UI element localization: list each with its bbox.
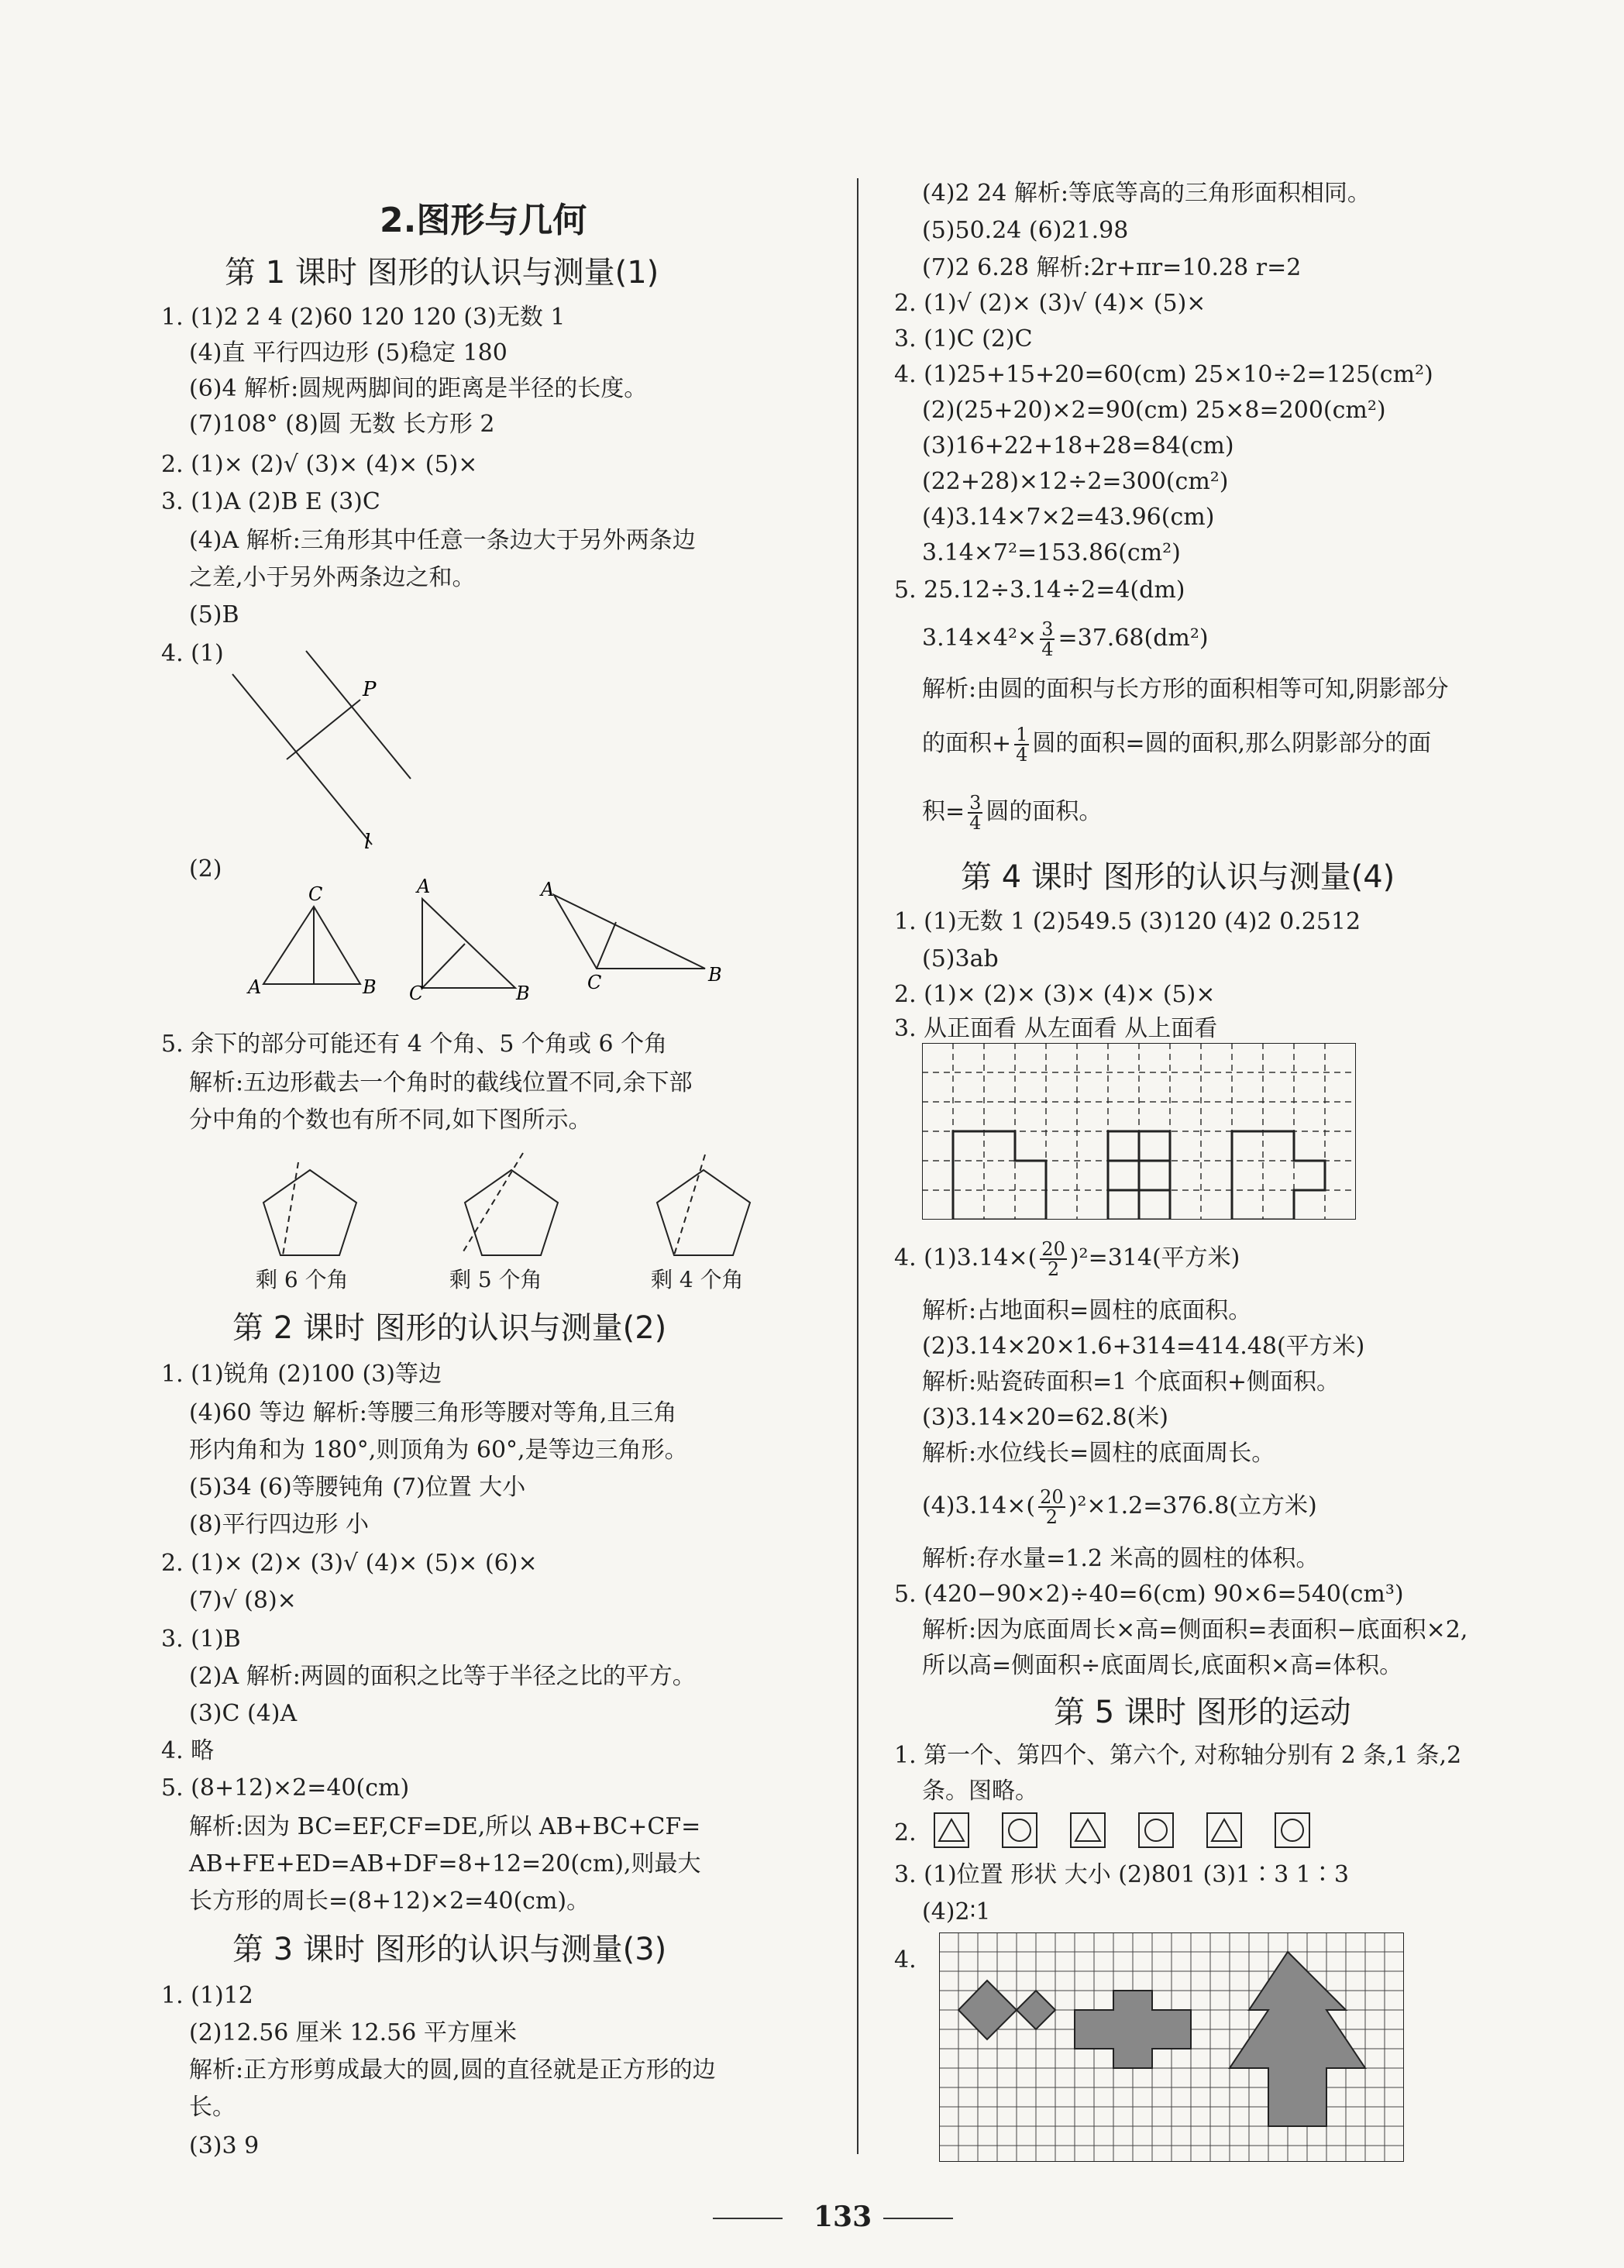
- circle-icon: [1282, 1819, 1303, 1841]
- fraction-num: 20: [1040, 1486, 1064, 1508]
- l4-more: (3)3.14×20=62.8(米): [922, 1404, 1168, 1431]
- l4-q4: [894, 1240, 1240, 1279]
- triangle-icon: [939, 1819, 964, 1841]
- diamond-large: [958, 1981, 1017, 2039]
- fraction-num: 3: [969, 792, 982, 814]
- pentagon-1: [263, 1170, 356, 1255]
- label-c: C: [587, 972, 602, 993]
- tree-shape: [1230, 1952, 1365, 2126]
- l3-right-line: 4. (1)25+15+20=60(cm) 25×10÷2=125(cm²): [894, 361, 1433, 388]
- perpendicular-line: [287, 700, 360, 759]
- triangles-figure: [240, 876, 736, 1007]
- pentagon-2: [465, 1170, 558, 1255]
- l1-line: (5)B: [189, 601, 239, 628]
- l3-line: (3)3 9: [189, 2132, 260, 2160]
- l1-line: 2. (1)× (2)√ (3)× (4)× (5)×: [161, 451, 478, 478]
- l3-line: 解析:正方形剪成最大的圆,圆的直径就是正方形的边: [189, 2056, 716, 2084]
- fraction-num: 3: [1041, 618, 1054, 640]
- circle-icon: [1009, 1819, 1030, 1841]
- fraction-den: 2: [1047, 1258, 1060, 1280]
- l3-right-line: 2. (1)√ (2)× (3)√ (4)× (5)×: [894, 290, 1206, 317]
- cross-shape: [1075, 1991, 1191, 2068]
- l5-q3b: (4)2∶1: [922, 1898, 991, 1926]
- l3-line: 1. (1)12: [161, 1982, 253, 2009]
- l3-exp: [922, 793, 1102, 832]
- label-b: B: [363, 976, 377, 998]
- l3-exp: 解析:由圆的面积与长方形的面积相等可知,阴影部分: [922, 676, 1449, 703]
- l3-right-line: 3.14×7²=153.86(cm²): [922, 539, 1181, 566]
- pentagon-caption: 剩 6 个角: [256, 1267, 349, 1292]
- l1-q5-exp: 分中角的个数也有所不同,如下图所示。: [189, 1106, 592, 1134]
- fraction-den: 2: [1045, 1506, 1058, 1528]
- triangle-icon: [1075, 1819, 1100, 1841]
- l5-line: 条。图略。: [922, 1778, 1038, 1805]
- fraction: [1038, 1488, 1065, 1526]
- l4-tail: 解析:存水量=1.2 米高的圆柱的体积。: [922, 1545, 1320, 1572]
- cut-line-3: [674, 1155, 705, 1255]
- fraction-den: 4: [969, 812, 982, 834]
- l2-line: 形内角和为 180°,则顶角为 60°,是等边三角形。: [189, 1437, 688, 1464]
- box-circle: [1003, 1813, 1037, 1847]
- fraction: [968, 793, 982, 832]
- label-c: C: [409, 983, 424, 1004]
- pentagon-caption: 剩 5 个角: [449, 1267, 542, 1292]
- l2-line: (5)34 (6)等腰钝角 (7)位置 大小: [189, 1474, 526, 1501]
- l2-line: 4. 略: [161, 1737, 215, 1764]
- l3-exp: [922, 725, 1431, 764]
- parallel-line: [306, 651, 411, 779]
- box-circle: [1139, 1813, 1173, 1847]
- l4-line: 3. 从正面看 从左面看 从上面看: [894, 1015, 1218, 1042]
- circle-icon: [1145, 1819, 1167, 1841]
- l1-line: 3. (1)A (2)B E (3)C: [161, 488, 380, 515]
- pentagons-figure: [256, 1139, 767, 1279]
- l5-line: 2.: [894, 1819, 917, 1846]
- l1-line: 4. (1): [161, 640, 224, 667]
- l4-more: 解析:水位线长=圆柱的底面周长。: [922, 1440, 1275, 1467]
- l2-line: 长方形的周长=(8+12)×2=40(cm)。: [189, 1888, 590, 1915]
- l1-line: 之差,小于另外两条边之和。: [189, 564, 476, 591]
- l2-line: 1. (1)锐角 (2)100 (3)等边: [161, 1361, 442, 1388]
- l1-q5-exp: 解析:五边形截去一个角时的截线位置不同,余下部: [189, 1069, 693, 1096]
- label-a: A: [248, 976, 262, 998]
- l5-line: 1. 第一个、第四个、第六个, 对称轴分别有 2 条,1 条,2: [894, 1742, 1462, 1769]
- l2-line: (8)平行四边形 小: [189, 1511, 370, 1538]
- l4-tail: 解析:因为底面周长×高=侧面积=表面积−底面积×2,: [922, 1616, 1468, 1643]
- section-title: 2.图形与几何: [380, 201, 587, 240]
- l1-line: (4)A 解析:三角形其中任意一条边大于另外两条边: [189, 527, 696, 554]
- column-divider: [857, 178, 858, 2154]
- fraction-den: 4: [1041, 638, 1054, 660]
- lesson1-title: 第 1 课时 图形的认识与测量(1): [225, 255, 659, 291]
- triangle-icon: [1212, 1819, 1237, 1841]
- altitude-2: [422, 944, 465, 988]
- diamond-small: [1017, 1991, 1055, 2029]
- exp-part: 的面积+: [922, 730, 1012, 757]
- l2-line: 5. (8+12)×2=40(cm): [161, 1774, 410, 1802]
- l3-q5-formula: [922, 620, 1209, 659]
- l4-more: (2)3.14×20×1.6+314=414.48(平方米): [922, 1333, 1365, 1360]
- l1-line: (4)直 平行四边形 (5)稳定 180: [189, 339, 508, 367]
- fraction: [1014, 725, 1029, 764]
- l4-line: 2. (1)× (2)× (3)× (4)× (5)×: [894, 981, 1216, 1008]
- l3-right-line: (3)16+22+18+28=84(cm): [922, 432, 1234, 459]
- l2-line: (7)√ (8)×: [189, 1587, 297, 1614]
- lesson4-title: 第 4 课时 图形的认识与测量(4): [961, 859, 1395, 895]
- l4-tail: 5. (420−90×2)÷40=6(cm) 90×6=540(cm³): [894, 1581, 1404, 1608]
- fraction-num: 20: [1041, 1238, 1065, 1260]
- q4-shapes-grid: [939, 1932, 1404, 2162]
- box-circle: [1275, 1813, 1309, 1847]
- triangle-1: [263, 907, 360, 984]
- l2-line: 3. (1)B: [161, 1626, 241, 1653]
- l2-line: 解析:因为 BC=EF,CF=DE,所以 AB+BC+CF=: [189, 1813, 701, 1840]
- formula-part: =37.68(dm²): [1058, 625, 1209, 652]
- page-number-dash-right: [883, 2218, 953, 2219]
- fraction: [1040, 620, 1055, 659]
- fraction: [1040, 1240, 1067, 1279]
- l3-right-line: (2)(25+20)×2=90(cm) 25×8=200(cm²): [922, 397, 1386, 424]
- l3-line: (2)12.56 厘米 12.56 平方厘米: [189, 2019, 517, 2046]
- left-view: [1108, 1131, 1170, 1220]
- l3-right-line: 5. 25.12÷3.14÷2=4(dm): [894, 576, 1185, 604]
- l2-line: (3)C (4)A: [189, 1700, 298, 1727]
- l5-q4: 4.: [894, 1946, 917, 1974]
- l3-right-line: (22+28)×12÷2=300(cm²): [922, 468, 1229, 495]
- pentagon-3: [657, 1170, 750, 1255]
- exp-part: 圆的面积。: [986, 798, 1103, 825]
- label-l: l: [364, 831, 371, 852]
- formula-part: 3.14×4²×: [922, 625, 1037, 652]
- label-c: C: [308, 883, 323, 905]
- label-b: B: [516, 983, 530, 1004]
- l2-line: AB+FE+ED=AB+DF=8+12=20(cm),则最大: [189, 1850, 701, 1877]
- exp-part: 圆的面积=圆的面积,那么阴影部分的面: [1032, 730, 1432, 757]
- lesson2-title: 第 2 课时 图形的认识与测量(2): [232, 1310, 667, 1346]
- formula-part: )²×1.2=376.8(立方米): [1068, 1492, 1317, 1519]
- l3-line: 长。: [189, 2094, 236, 2121]
- page-number: 133: [814, 2201, 872, 2233]
- q2-symbol-boxes: [933, 1809, 1429, 1855]
- triangle-3: [554, 895, 705, 969]
- l1-line: 1. (1)2 2 4 (2)60 120 120 (3)无数 1: [161, 304, 566, 331]
- fraction-num: 1: [1016, 724, 1028, 745]
- three-views-grid: [922, 1043, 1356, 1220]
- fraction-den: 4: [1016, 744, 1028, 766]
- exp-part: 积=: [922, 798, 965, 825]
- l3-right-line: 3. (1)C (2)C: [894, 325, 1033, 353]
- top-view: [1232, 1131, 1325, 1220]
- cut-line-1: [283, 1162, 298, 1255]
- cut-line-2: [463, 1153, 523, 1251]
- label-p: P: [363, 678, 377, 701]
- l3-right-line: (4)2 24 解析:等底等高的三角形面积相同。: [922, 180, 1371, 207]
- l4-line: 1. (1)无数 1 (2)549.5 (3)120 (4)2 0.2512: [894, 908, 1361, 935]
- l2-line: (2)A 解析:两圆的面积之比等于半径之比的平方。: [189, 1663, 696, 1690]
- l1-part2: (2): [189, 855, 222, 883]
- front-view: [953, 1131, 1046, 1220]
- l2-line: (4)60 等边 解析:等腰三角形等腰对等角,且三角: [189, 1399, 677, 1427]
- parallel-lines-figure: [217, 635, 449, 852]
- lesson3-title: 第 3 课时 图形的认识与测量(3): [232, 1932, 667, 1967]
- formula-part: 4. (1)3.14×(: [894, 1244, 1037, 1272]
- l1-q5: 5. 余下的部分可能还有 4 个角、5 个角或 6 个角: [161, 1031, 668, 1058]
- l4-more: 解析:占地面积=圆柱的底面积。: [922, 1297, 1252, 1324]
- l1-line: (7)108° (8)圆 无数 长方形 2: [189, 411, 495, 438]
- altitude-3: [597, 922, 616, 969]
- l4-more: 解析:贴瓷砖面积=1 个底面积+侧面积。: [922, 1368, 1340, 1396]
- l3-right-line: (5)50.24 (6)21.98: [922, 217, 1129, 244]
- lesson5-title: 第 5 课时 图形的运动: [1054, 1695, 1351, 1730]
- pentagon-caption: 剩 4 个角: [651, 1267, 744, 1292]
- l4-q4b: [922, 1488, 1317, 1526]
- label-a: A: [417, 876, 431, 897]
- l1-line: (6)4 解析:圆规两脚间的距离是半径的长度。: [189, 375, 648, 402]
- l2-line: 2. (1)× (2)× (3)√ (4)× (5)× (6)×: [161, 1550, 538, 1577]
- formula-part: )²=314(平方米): [1069, 1244, 1240, 1272]
- l3-right-line: (7)2 6.28 解析:2r+πr=10.28 r=2: [922, 254, 1302, 281]
- label-b: B: [708, 964, 722, 986]
- label-a: A: [541, 879, 555, 900]
- page-number-dash-left: [713, 2218, 783, 2219]
- l4-tail: 所以高=侧面积÷底面周长,底面积×高=体积。: [922, 1652, 1403, 1679]
- l3-right-line: (4)3.14×7×2=43.96(cm): [922, 504, 1215, 531]
- formula-part: (4)3.14×(: [922, 1492, 1036, 1519]
- l4-line: (5)3ab: [922, 945, 999, 972]
- l5-q3: 3. (1)位置 形状 大小 (2)801 (3)1∶3 1∶3: [894, 1861, 1349, 1888]
- line-l-reference: [232, 674, 372, 845]
